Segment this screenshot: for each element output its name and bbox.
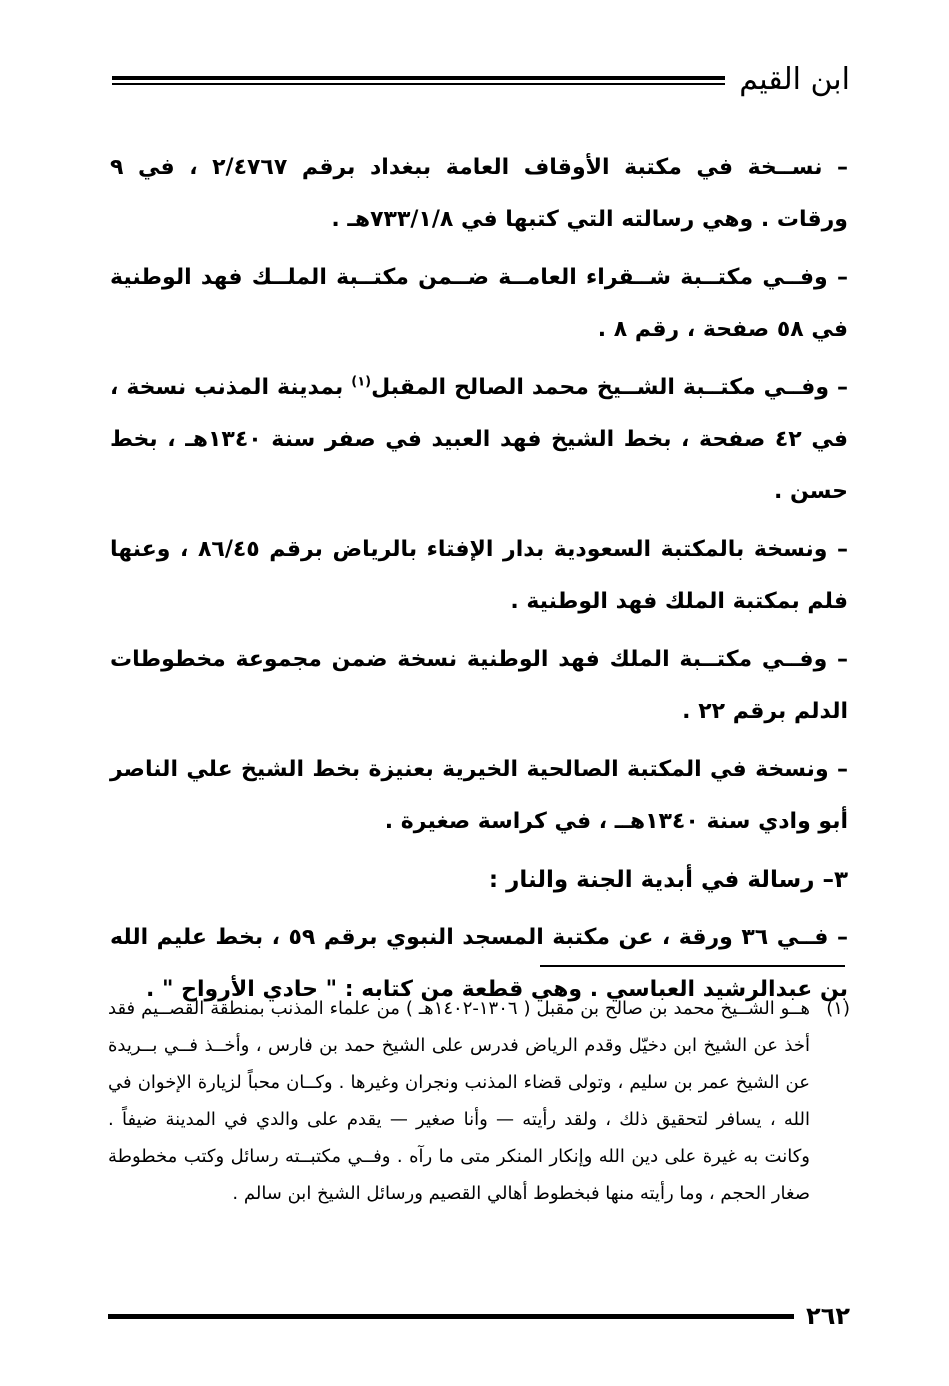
paragraph-baghdad: – نســخة في مكتبة الأوقاف العامة ببغداد برقم ٢/٤٧٦٧ ، في ٩ ورقات . وهي رسالته التي كتبها في ٧٣٣/١/٨هـ .	[110, 155, 849, 232]
footnote-separator	[540, 965, 845, 967]
running-title: ابن القيم	[739, 62, 850, 97]
footnote-block	[108, 990, 850, 1212]
paragraph-dilam: – وفــي مكتــبة الملك فهد الوطنية نسخة ضمن مجموعة مخطوطات الدلم برقم ٢٢ .	[110, 647, 848, 724]
footnote-reference[interactable]: (١)	[351, 374, 372, 390]
header-rule	[112, 76, 725, 85]
paragraph-shaqra: – وفــي مكتــبة شــقراء العامــة ضــمن مكتــبة الملــك فهد الوطنية في ٥٨ صفحة ، رقم ٨ .	[110, 265, 848, 342]
paragraph-muqbil	[110, 362, 848, 518]
paragraph-unaizah: – ونسخة في المكتبة الصالحية الخيرية بعنيزة بخط الشيخ علي الناصر أبو وادي سنة ١٣٤٠هــ ، في كراسة صغيرة .	[110, 757, 848, 834]
paragraph-ifta: – ونسخة بالمكتبة السعودية بدار الإفتاء بالرياض برقم ٨٦/٤٥ ، وعنها فلم بمكتبة الملك فهد الوطنية .	[110, 537, 848, 614]
section-heading: ٣– رسالة في أبدية الجنة والنار :	[488, 867, 848, 893]
paragraph-masjid-nabawi: – فــي ٣٦ ورقة ، عن مكتبة المسجد النبوي برقم ٥٩ ، بخط عليم الله بن عبدالرشيد العباسي . وهي قطعة من كتابه : " حادي الأرواح " .	[110, 925, 848, 1002]
paragraph-muqbil-text-a: – وفــي مكتــبة الشــيخ محمد الصالح المقبل	[371, 375, 848, 400]
footer-rule	[108, 1314, 794, 1319]
page-header	[112, 58, 850, 102]
main-text	[110, 142, 848, 1022]
paragraph-muqbil-text-b: بمدينة المذنب نسخة ، في ٤٢ صفحة ، بخط الشيخ فهد العبيد في صفر سنة ١٣٤٠هـ ، بخط حسن .	[110, 375, 848, 504]
page-footer	[108, 1300, 850, 1332]
footnote-marker: (١)	[826, 998, 850, 1019]
footnote-text: هــو الشــيخ محمد بن صالح بن مقبل ( ١٣٠٦-١٤٠٢هـ ) من علماء المذنب بمنطقة القصــيم فقد أخذ عن الشيخ ابن دخيّل وقدم الرياض فدرس على الشيخ حمد بن فارس ، وأخــذ فــي بــريدة عن الشيخ عمر بن سليم ، وتولى قضاء المذنب ونجران وغيرها . وكــان محباً لزيارة الإخوان في الله ، يسافر لتحقيق ذلك ، ولقد رأيته — وأنا صغير — يقدم على والدي في المدينة ضيفاً . وكانت به غيرة على دين الله وإنكار المنكر متى ما رآه . وفــي مكتبــته رسائل وكتب مخطوطة صغار الحجم ، وما رأيته منها فبخطوط أهالي القصيم ورسائل الشيخ ابن سالم .	[108, 998, 811, 1204]
page-number: ٢٦٢	[806, 1302, 850, 1330]
